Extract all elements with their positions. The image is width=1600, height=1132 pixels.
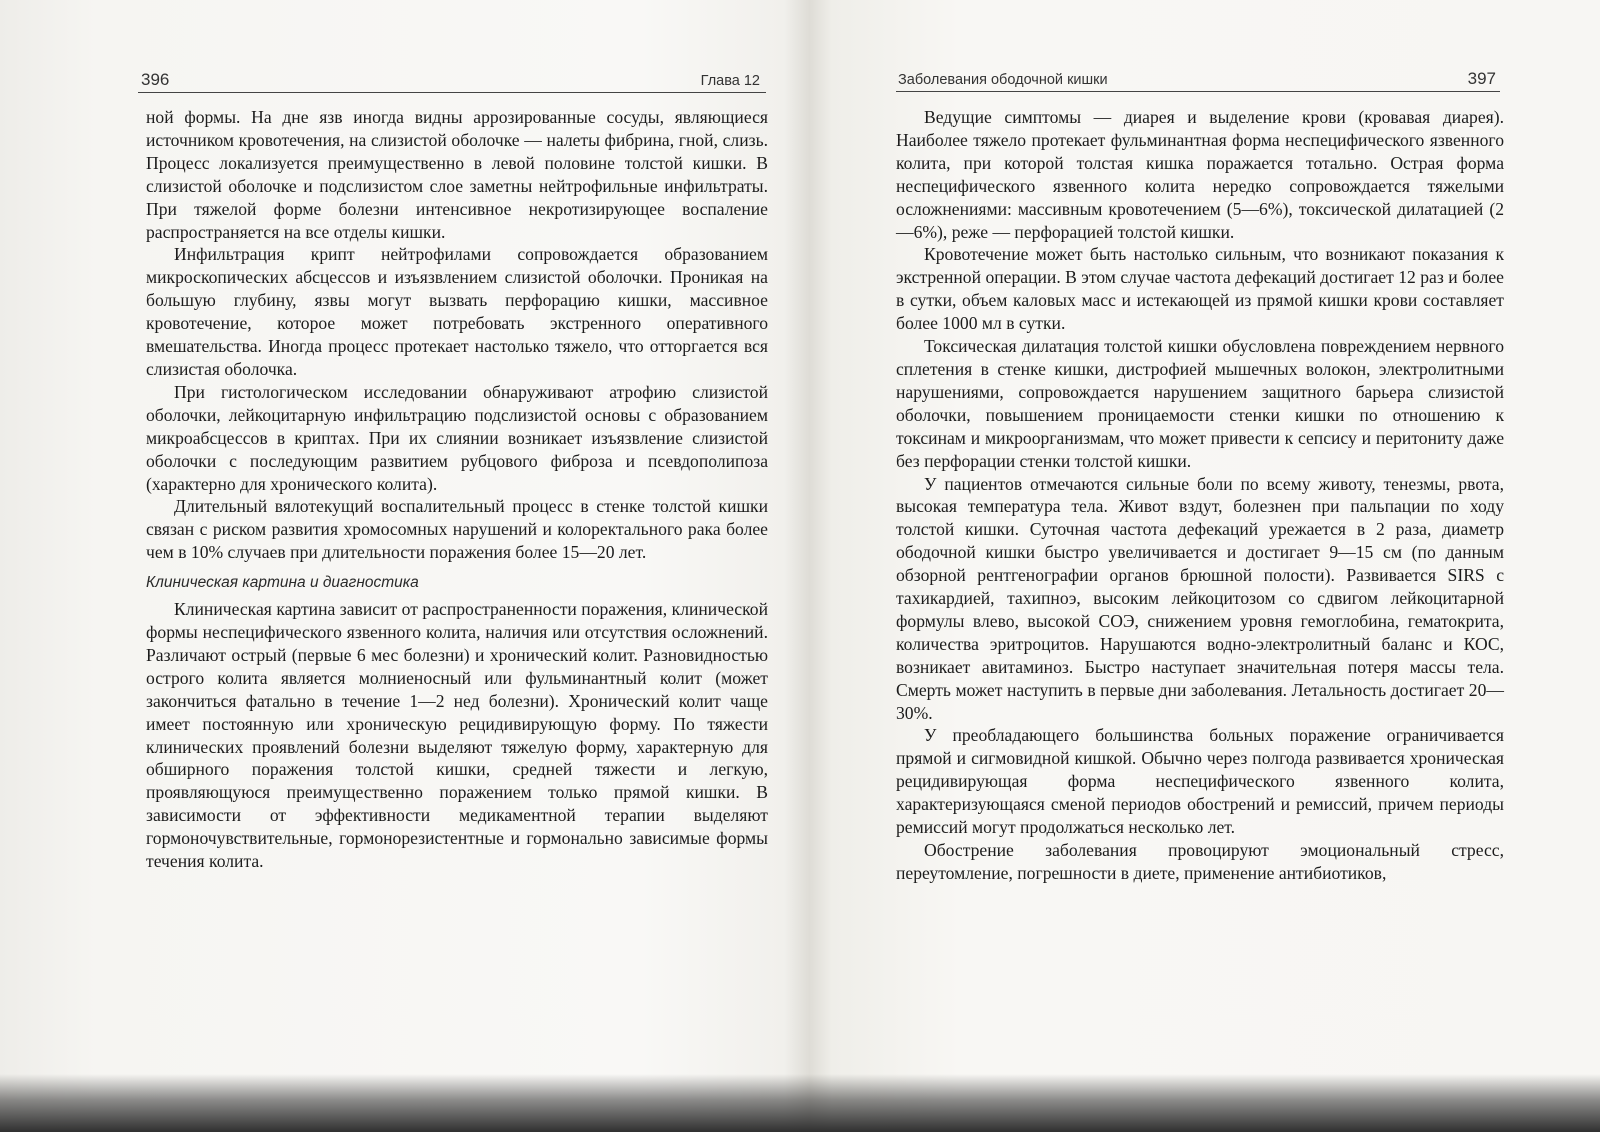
- right-page: [820, 0, 1600, 1075]
- section-title: Заболевания ободочной кишки: [898, 72, 1108, 88]
- paragraph: Длительный вялотекущий воспалительный процесс в стенке толстой кишки связан с риском развития хромосомных нарушений и колоректального рака более чем в 10% случаев при длительности поражения более 15—20 лет.: [146, 496, 768, 563]
- paragraph: У пациентов отмечаются сильные боли по всему животу, тенезмы, рвота, высокая температура тела. Живот вздут, болезнен при пальпации по ходу толстой кишки. Суточная частота дефекаций урежается в 2 раза, диаметр ободочной кишки быстро увеличивается и достигает 9—15 см (по данным обзорной рентгенографии органов брюшной полости). Развивается SIRS с тахикардией, тахипноэ, высоким лейкоцитозом со сдвигом лейкоцитарной формулы влево, высокой СОЭ, снижением уровня гемоглобина, гематокрита, количества эритроцитов. Нарушаются водно-электролитный баланс и КОС, возникает авитаминоз. Быстро наступает значительная потеря массы тела. Смерть может наступить в первые дни заболевания. Летальность достигает 20—30%.: [896, 473, 1504, 723]
- scan-bottom-shadow: [0, 1074, 1600, 1132]
- paragraph: Токсическая дилатация толстой кишки обусловлена повреждением нервного сплетения в стенке кишки, дистрофией мышечных волокон, электролитными нарушениями, сопровождается нарушением защитного барьера слизистой оболочки, повышением проницаемости стенки кишки по отношению к токсинам и микроорганизмам, что может привести к сепсису и перитониту даже без перфорации стенки толстой кишки.: [896, 336, 1504, 471]
- page-number: 396: [141, 70, 170, 89]
- paragraph: Кровотечение может быть настолько сильным, что возникают показания к экстренной операции. В этом случае частота дефекаций достигает 12 раз и более в сутки, объем каловых масс и истекающей из прямой кишки крови составляет более 1000 мл в сутки.: [896, 244, 1504, 334]
- paragraph: Ведущие симптомы — диарея и выделение крови (кровавая диарея). Наиболее тяжело протекает фульминантная форма неспецифического язвенного колита, при которой толстая кишка поражается тотально. Острая форма неспецифического язвенного колита нередко сопровождается тяжелыми осложнениями: массивным кровотечением (5—6%), токсической дилатацией (2—6%), реже — перфорацией толстой кишки.: [896, 107, 1504, 242]
- chapter-title: Глава 12: [700, 73, 760, 89]
- right-running-head: [896, 63, 1500, 92]
- right-page-body: [896, 106, 1504, 885]
- paragraph: Инфильтрация крипт нейтрофилами сопровождается образованием микроскопических абсцессов и изъязвлением слизистой оболочки. Проникая на большую глубину, язвы могут вызвать перфорацию кишки, массивное кровотечение, которое может потребовать экстренного оперативного вмешательства. Иногда процесс протекает настолько тяжело, что отторгается вся слизистая оболочка.: [146, 244, 768, 379]
- paragraph: У преобладающего большинства больных поражение ограничивается прямой и сигмовидной кишкой. Обычно через полгода развивается хроническая рецидивирующая форма неспецифического язвенного колита, характеризующаяся сменой периодов обострений и ремиссий, причем периоды ремиссий могут продолжаться несколько лет.: [896, 725, 1504, 838]
- left-page: [0, 0, 800, 1075]
- page-number: 397: [1467, 69, 1496, 88]
- left-running-head: [138, 64, 766, 93]
- paragraph: Клиническая картина зависит от распространенности поражения, клинической формы неспецифического язвенного колита, наличия или отсутствия осложнений. Различают острый (первые 6 мес болезни) и хронический колит. Разновидностью острого колита является молниеносный или фульминантный колит (может закончиться фатально в течение 1—2 нед болезни). Хронический колит чаще имеет постоянную или хроническую рецидивирующую форму. По тяжести клинических проявлений болезни выделяют тяжелую форму, характерную для обширного поражения толстой кишки, средней тяжести и легкую, проявляющуюся преимущественно поражением только прямой кишки. В зависимости от эффективности медикаментной терапии выделяют гормоночувствительные, гормонорезистентные и гормонально зависимые формы течения колита.: [146, 599, 768, 872]
- paragraph: Обострение заболевания провоцируют эмоциональный стресс, переутомление, погрешности в диете, применение антибиотиков,: [896, 840, 1504, 883]
- paragraph: При гистологическом исследовании обнаруживают атрофию слизистой оболочки, лейкоцитарную инфильтрацию подслизистой основы с образованием микроабсцессов в криптах. При их слиянии возникает изъязвление слизистой оболочки с последующим развитием рубцового фиброза и псевдополипоза (характерно для хронического колита).: [146, 381, 768, 494]
- left-page-body: [146, 106, 768, 873]
- paragraph: ной формы. На дне язв иногда видны аррозированные сосуды, являющиеся источником кровотечения, на слизистой оболочке — налеты фибрина, гной, слизь. Процесс локализуется преимущественно в левой половине толстой кишки. В слизистой оболочке и подслизистом слое заметны нейтрофильные инфильтраты. При тяжелой форме болезни интенсивное некротизирующее воспаление распространяется на все отделы кишки.: [146, 107, 768, 242]
- section-subheading: Клиническая картина и диагностика: [146, 574, 419, 592]
